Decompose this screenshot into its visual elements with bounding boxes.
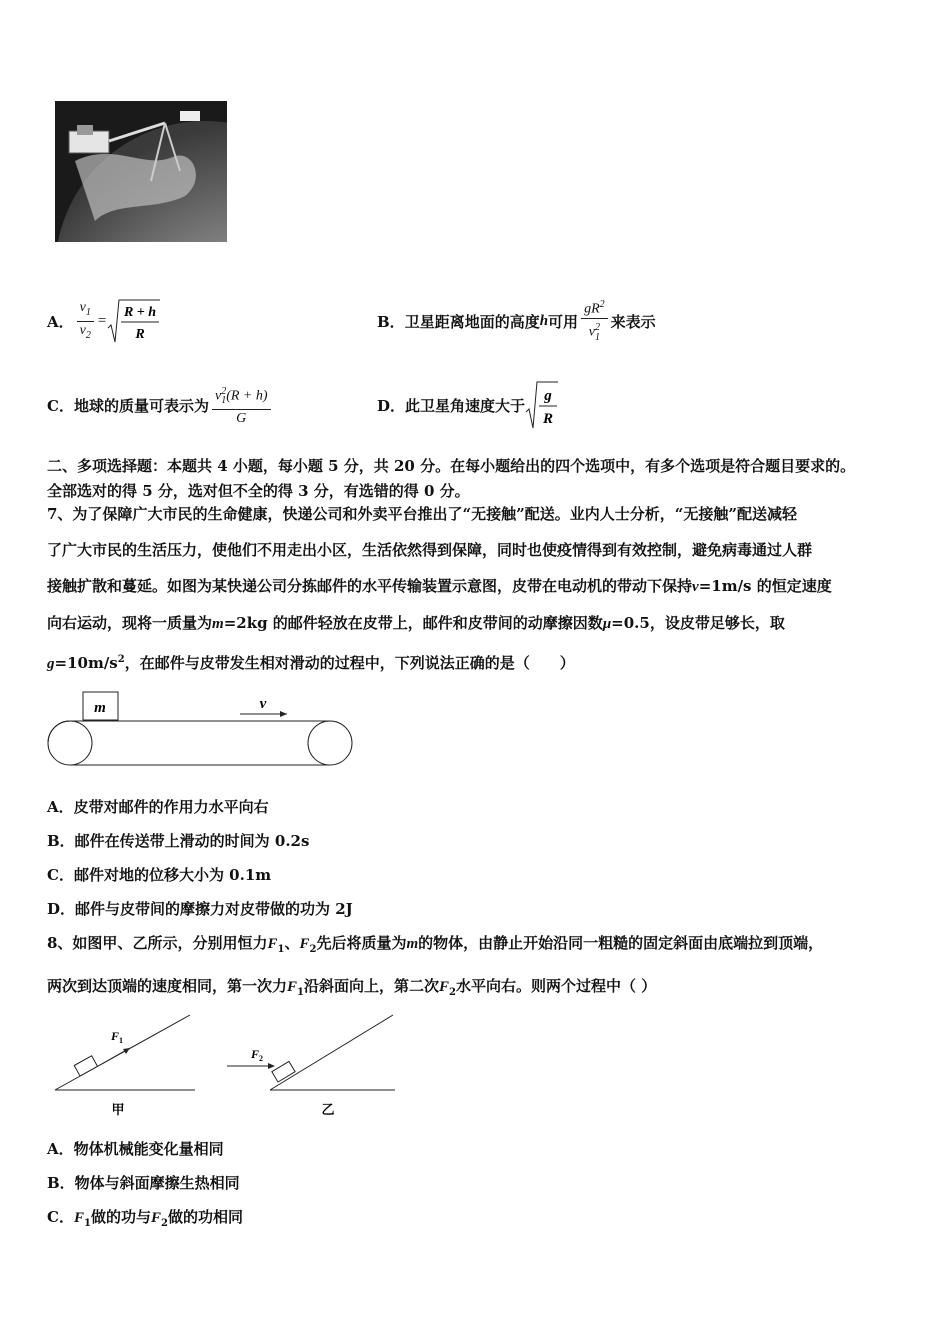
block	[272, 1061, 295, 1082]
var-h: h	[539, 312, 549, 329]
option-label: B．	[377, 312, 405, 331]
q8-stem: 8、如图甲、乙所示，分别用恒力$F_1$、$F_2$先后将质量为m的物体，由静止开始沿同一粗糙的固定斜面由底端拉到顶端， 两次到达顶端的速度相同，第一次力$F_1$沿斜面向上，第二次$F_2$水平向右。则两个过程中（ ）	[47, 934, 824, 998]
sqrt-expression	[107, 298, 161, 344]
q8-option-b[interactable]: B．物体与斜面摩擦生热相同	[47, 1174, 240, 1192]
option-label: A．	[47, 312, 74, 331]
rad-den: R	[543, 411, 554, 427]
q6-option-b[interactable]	[377, 286, 656, 356]
q7-option-b[interactable]: B．邮件在传送带上滑动的时间为 0.2s	[47, 832, 310, 850]
q6-option-d[interactable]	[377, 370, 559, 440]
mass-formula: $\frac{v^2_1(R + h)}{G}$	[212, 383, 271, 427]
sqrt-expression	[525, 380, 559, 430]
caption-yi: 乙	[321, 1102, 335, 1117]
rad-den: R	[135, 327, 145, 342]
q8-option-a[interactable]: A．物体机械能变化量相同	[47, 1140, 224, 1158]
option-label: D．	[377, 396, 406, 415]
option-text: 卫星距离地面的高度	[404, 312, 540, 331]
right-pulley	[308, 721, 352, 765]
conveyor-diagram	[45, 688, 355, 768]
caption-jia: 甲	[111, 1102, 125, 1117]
incline-diagram-yi	[225, 1010, 400, 1120]
option-text: 此卫星角速度大于	[405, 396, 526, 415]
satellite-photo	[55, 101, 227, 242]
q6-option-c[interactable]	[47, 370, 274, 440]
svg-text:1: 1	[119, 1036, 123, 1045]
velocity-label: v	[259, 696, 267, 712]
rad-num: g	[544, 388, 552, 404]
q7-stem: 7、为了保障广大市民的生命健康，快递公司和外卖平台推出了“无接触”配送。业内人士分析，“无接触”配送减轻 了广大市民的生活压力，使他们不用走出小区，生活依然得到保障，同时也使疫情得到有效控制，避免病毒通过人群 接触扩散和蔓延。如图为某快递公司分拣邮件的水平传输装置示意图，皮带在电动机的带动下保持v=1m/s 的恒定速度 向右运动，现将一质量为m=2kg 的邮件轻放在皮带上，邮件和皮带间的动摩擦因数μ=0.5，设皮带足够长，取 $g=10m/s^2$，在邮件与皮带发生相对滑动的过程中，下列说法正确的是（ ）	[47, 505, 832, 672]
force-label: F	[111, 1029, 120, 1043]
q7-option-d[interactable]: D．邮件与皮带间的摩擦力对皮带做的功为 2J	[47, 900, 353, 918]
option-text-post: 来表示	[610, 312, 656, 331]
q7-option-a[interactable]: A．皮带对邮件的作用力水平向右	[47, 798, 269, 816]
rad-num: R + h	[123, 305, 157, 320]
section-title: 二、多项选择题：本题共 4 小题，每小题 5 分，共 20 分。在每小题给出的四个选项中，有多个选项是符合题目要求的。	[47, 457, 856, 475]
velocity-ratio: $\frac{v_1}{v_2}$	[77, 299, 94, 344]
force-label: F	[251, 1047, 260, 1061]
equals-sign: =	[96, 312, 107, 329]
q6-option-a[interactable]	[47, 286, 161, 356]
q7-option-c[interactable]: C．邮件对地的位移大小为 0.1m	[47, 866, 272, 884]
section-scoring: 全部选对的得 5 分，选对但不全的得 3 分，有选错的得 0 分。	[47, 482, 470, 500]
option-text: 地球的质量可表示为	[73, 396, 209, 415]
option-text-mid: 可用	[548, 312, 579, 331]
q8-option-c[interactable]: C．$F_1$做的功与$F_2$做的功相同	[47, 1208, 243, 1229]
incline-diagram-jia	[50, 1010, 200, 1120]
option-label: C．	[47, 396, 74, 415]
height-formula: $\frac{gR^2}{v^2_1}$	[581, 296, 608, 345]
block	[74, 1056, 97, 1076]
svg-text:2: 2	[259, 1054, 263, 1063]
block-label: m	[94, 700, 106, 716]
